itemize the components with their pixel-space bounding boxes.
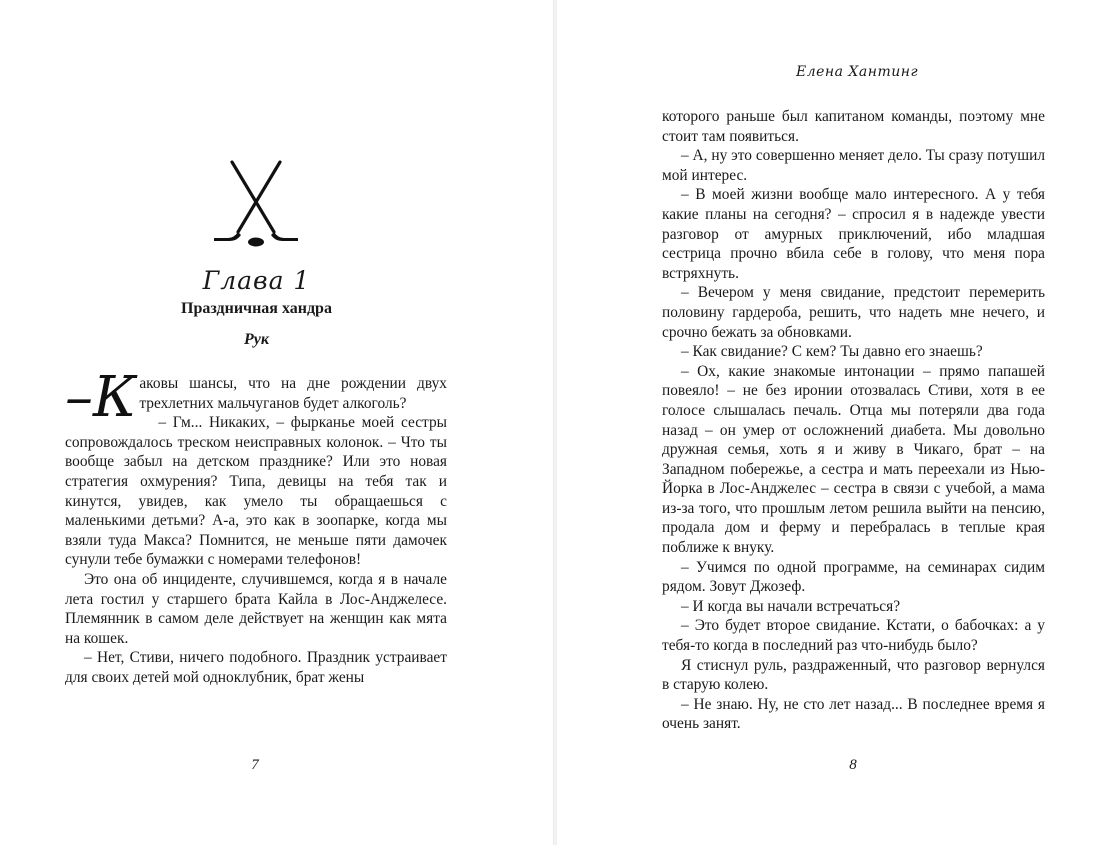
page-number-left: 7 xyxy=(251,757,259,773)
paragraph: –К аковы шансы, что на дне рождении двух трехлетних мальчуганов будет алкоголь? xyxy=(65,365,447,430)
paragraph: – Это будет второе свидание. Кстати, о бабочках: а у тебя-то когда в последний раз что-нибудь было? xyxy=(662,617,1045,655)
paragraph: – Ох, какие знакомые интонации – прямо папашей повеяло! – не без иронии отозвалась Стиви, хотя в ее голосе слышалась печаль. Отца мы потеряли два года назад – он умер от осложнений диабета. Мы довольно дружная семья, хоть я и живу в Чикаго, брат – на Западном побережье, а сестра и мать переехали из Нью-Йорка в Лос-Анджелес – сестра в связи с учебой, а мама из-за того, что прошлым летом решила выйти на пенсию, продала дом и ферму и перебралась в теплые края поближе к внуку. xyxy=(662,362,1045,557)
paragraph: Это она об инциденте, случившемся, когда я в начале лета гостил у старшего брата Кайла в Лос-Анджелесе. Племянник в самом деле действует на женщин как мята на кошек. xyxy=(65,570,447,647)
paragraph: – И когда вы начали встречаться? xyxy=(681,597,901,615)
running-head: Елена Хантинг xyxy=(795,64,919,80)
paragraph: – Вечером у меня свидание, предстоит перемерить половину гардероба, решить, что надеть мне нечего, и срочно бежать за обновками. xyxy=(662,284,1045,341)
paragraph: – В моей жизни вообще мало интересного. А у тебя какие планы на сегодня? – спросил я в надежде увести разговор от амурных приключений, ибо младшая сестрица прочно вбила себе в голову, что меня пора встряхнуть. xyxy=(662,186,1045,282)
chapter-title: Праздничная хандра xyxy=(181,300,332,317)
paragraph: – Гм... Никаких, – фырканье моей сестры сопровождалось треском неисправных колонок. – Что ты вообще забыл на детском празднике? Или это новая стратегия охмурения? Типа, девицы на тебя так и кинутся, увидев, как умело ты обращаешься с маленькими детьми? А-а, это как в зоопарке, когда мы взяли туда Макса? Помнится, не меньше пяти дамочек сунули тебе бумажки с номерами телефонов! xyxy=(65,414,447,569)
paragraph: – А, ну это совершенно меняет дело. Ты сразу потушил мой интерес. xyxy=(662,147,1045,184)
paragraph: которого раньше был капитаном команды, поэтому мне стоит там появиться. xyxy=(662,108,1045,145)
chapter-number: Глава 1 xyxy=(202,266,311,295)
paragraph: – Не знаю. Ну, не сто лет назад... В последнее время я очень занят. xyxy=(662,695,1045,733)
crossed-hockey-sticks-icon xyxy=(212,160,300,250)
paragraph: – Как свидание? С кем? Ты давно его знаешь? xyxy=(681,343,983,361)
paragraph: – Учимся по одной программе, на семинарах сидим рядом. Зовут Джозеф. xyxy=(662,558,1045,596)
narrator-name: Рук xyxy=(244,331,269,348)
drop-cap: –К xyxy=(65,365,137,430)
right-page-text xyxy=(662,107,1045,734)
left-page-text xyxy=(65,365,447,688)
left-page xyxy=(0,0,553,845)
page-number-right: 8 xyxy=(849,757,857,773)
paragraph: – Нет, Стиви, ничего подобного. Праздник устраивает для своих детей мой одноклубник, брат жены xyxy=(65,649,447,686)
paragraph: Я стиснул руль, раздраженный, что разговор вернулся в старую колею. xyxy=(662,656,1045,694)
